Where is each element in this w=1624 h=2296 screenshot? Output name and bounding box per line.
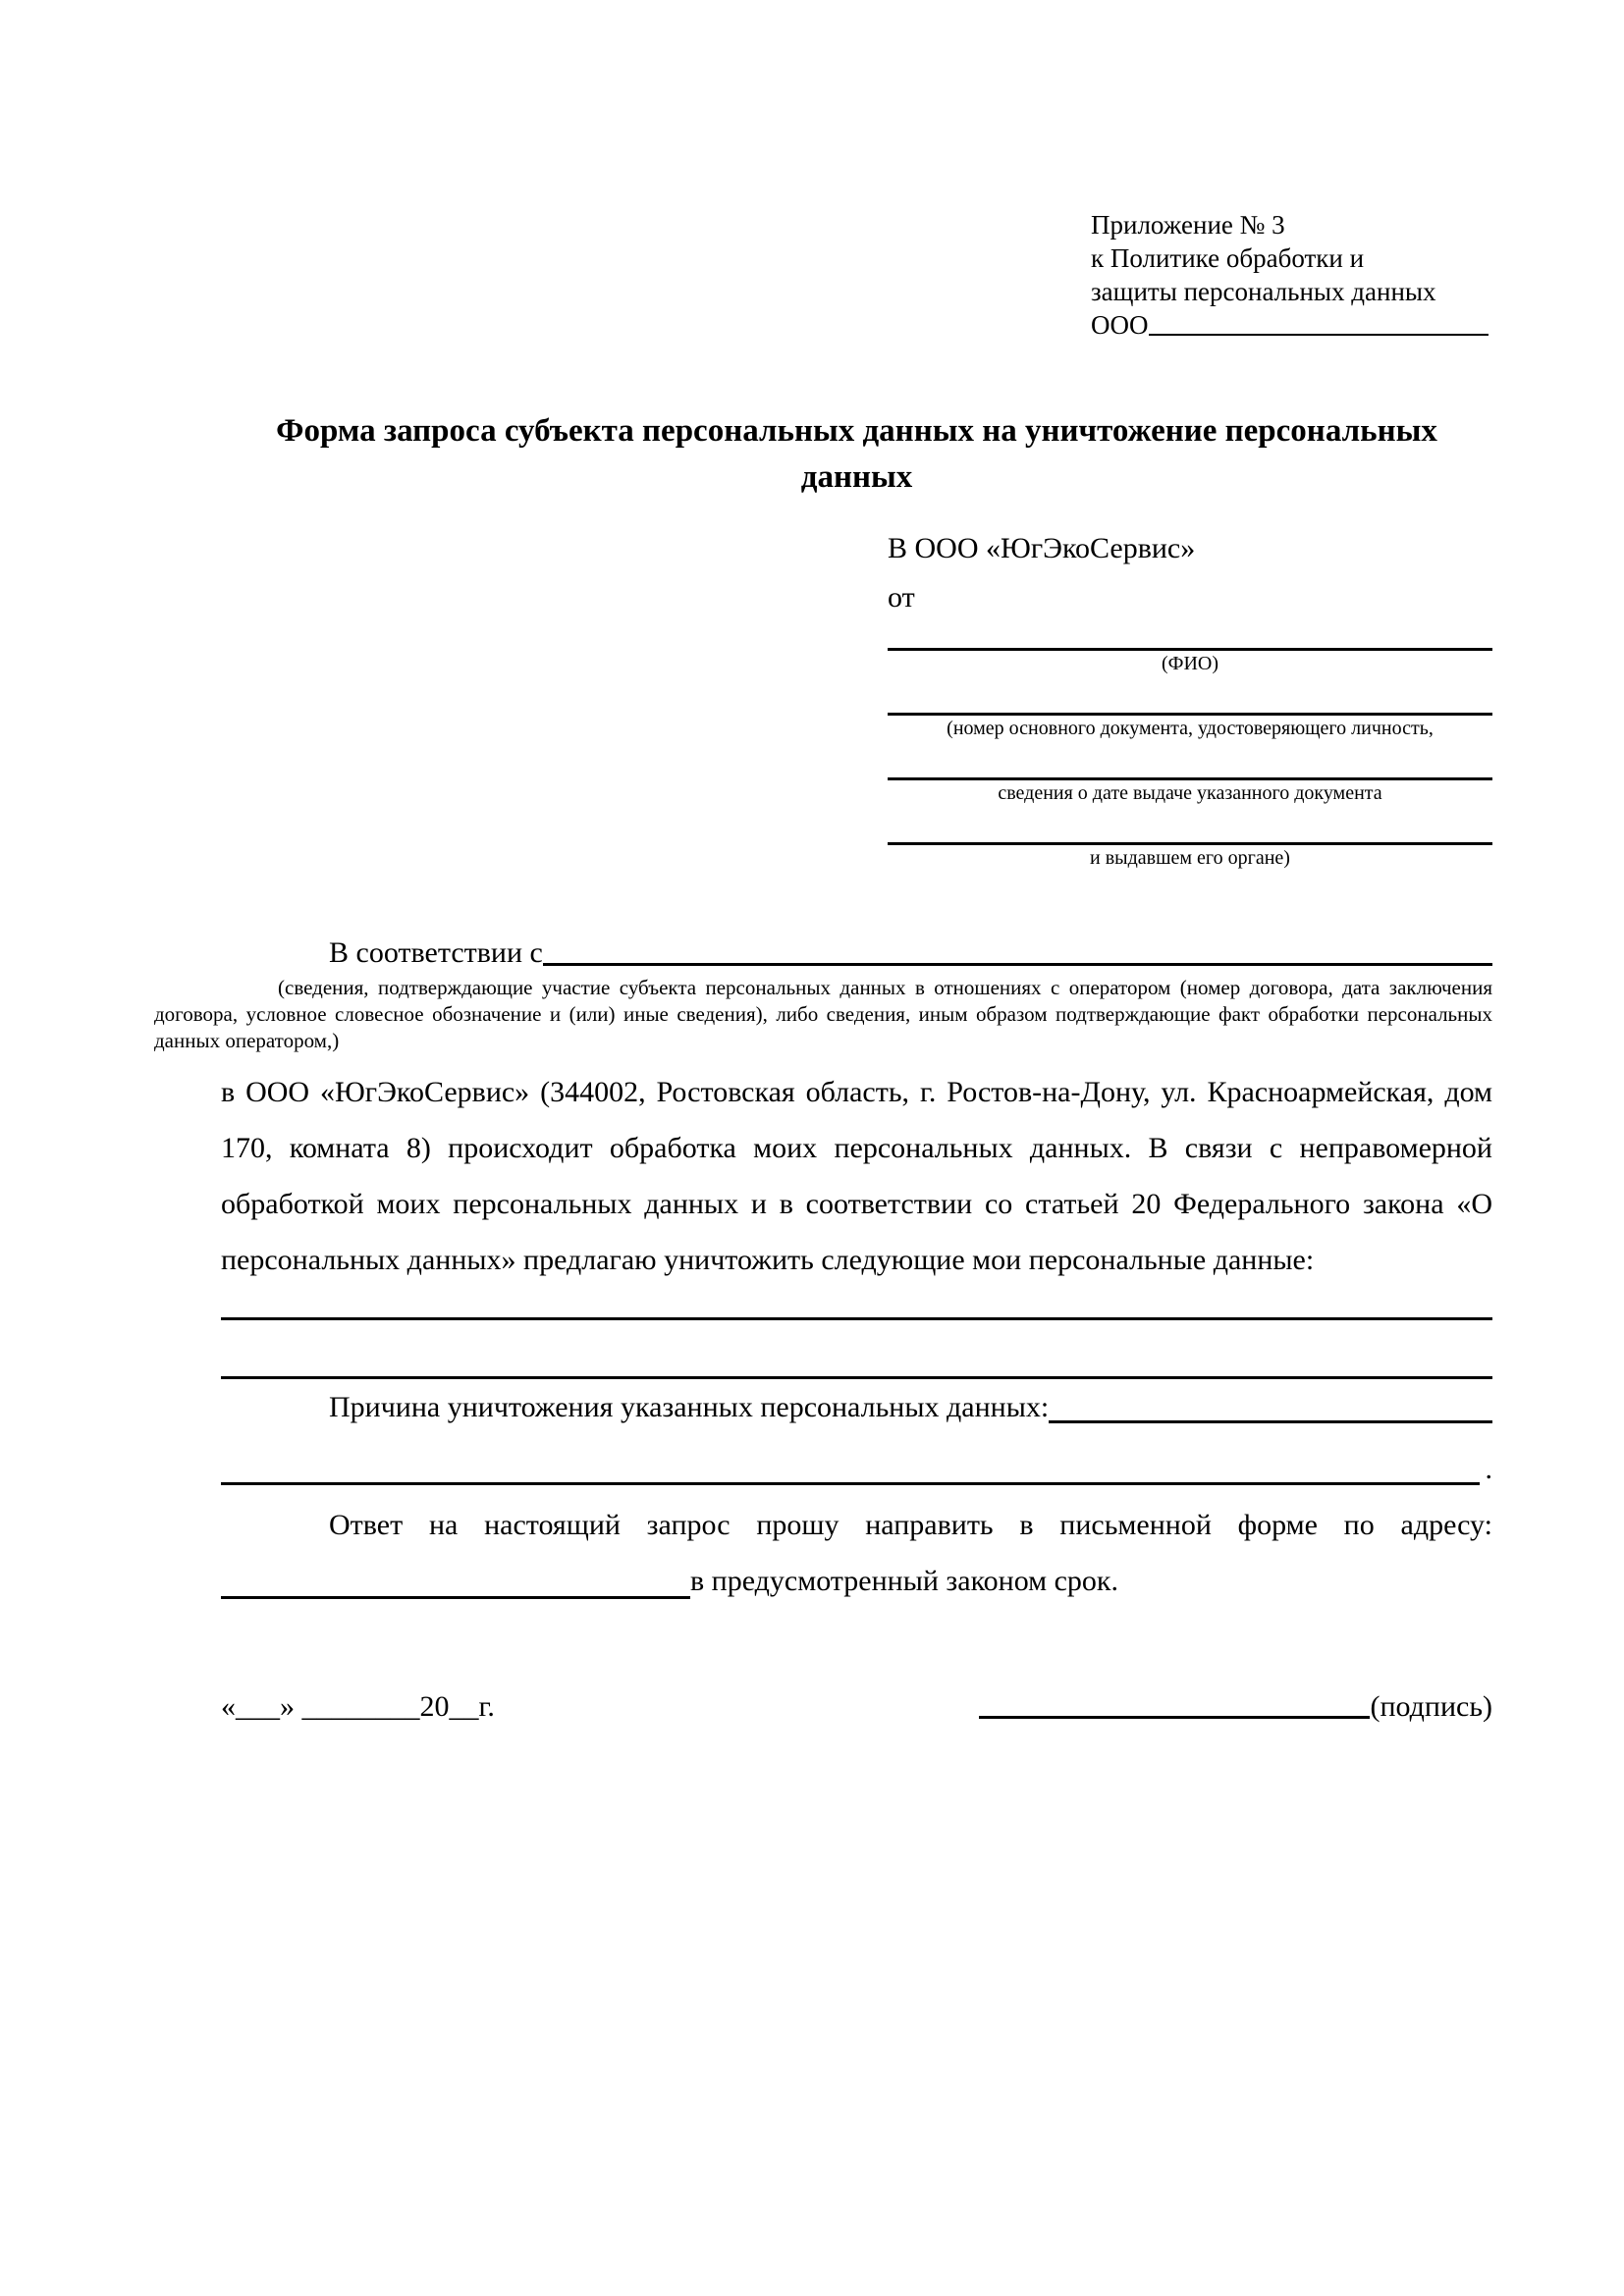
signature-caption: (подпись) (1370, 1690, 1492, 1723)
fine-print-note: (сведения, подтверждающие участие субъекта персональных данных в отношениях с оператором (номер договора, дата заключения договора, условное словесное обозначение и (или) иные сведения), либо сведения, иным образом подтверждающие факт обработки персональных данных оператором,) (154, 976, 1492, 1052)
company-prefix: ООО (1091, 310, 1149, 340)
signature-group (979, 1687, 1492, 1727)
appendix-header (1091, 208, 1489, 342)
addressee-block (888, 524, 1492, 871)
issuing-authority-caption: и выдавшем его органе) (1090, 847, 1290, 869)
addressee-from-label: от (888, 581, 915, 614)
issuing-authority-blank (888, 842, 1492, 871)
address-blank (221, 1596, 690, 1599)
accordance-blank (543, 963, 1492, 966)
main-paragraph: в ООО «ЮгЭкоСервис» (344002, Ростовская область, г. Ростов-на-Дону, ул. Красноармейская, дом 170, комната 8) происходит обработка моих персональных данных. В связи с неправомерной обработкой моих персональных данных и в соответствии со статьей 20 Федерального закона «О персональных данных» предлагаю уничтожить следующие мои персональные данные: (221, 1076, 1492, 1276)
answer-sentence: Ответ на настоящий запрос прошу направить в письменной форме по адресу: (329, 1509, 1492, 1541)
reason-line (221, 1379, 1492, 1435)
date-line: «___» ________20__г. (221, 1690, 495, 1723)
reason-continuation-line (221, 1441, 1492, 1497)
reason-label: Причина уничтожения указанных персональных данных: (329, 1391, 1050, 1423)
appendix-number: Приложение № 3 (1091, 210, 1285, 240)
document-number-blank (888, 713, 1492, 741)
accordance-label: В соответствии с (329, 936, 543, 969)
addressee-to: В ООО «ЮгЭкоСервис» (888, 532, 1196, 564)
document-date-caption: сведения о дате выдаче указанного документа (998, 782, 1382, 804)
appendix-policy-line2: защиты персональных данных (1091, 277, 1436, 306)
signature-blank (979, 1716, 1370, 1719)
company-name-line (1091, 308, 1489, 342)
answer-suffix: в предусмотренный законом срок. (690, 1565, 1118, 1597)
company-name-blank (1149, 334, 1489, 336)
document-date-blank (888, 777, 1492, 806)
reason-period: . (1485, 1453, 1492, 1485)
appendix-policy-line1: к Политике обработки и (1091, 243, 1365, 273)
reason-blank-2 (221, 1482, 1480, 1485)
form-title: Форма запроса субъекта персональных данных на уничтожение персональных данных (276, 413, 1437, 495)
document-number-caption: (номер основного документа, удостоверяющего личность, (947, 718, 1434, 739)
data-list-blank-1 (221, 1288, 1492, 1320)
fio-caption: (ФИО) (1161, 653, 1218, 674)
reason-blank-1 (1049, 1420, 1492, 1423)
answer-address-line (221, 1553, 1492, 1609)
footer-row (221, 1687, 1492, 1727)
fio-field-blank (888, 648, 1492, 676)
data-list-blank-2 (221, 1320, 1492, 1379)
accordance-line (221, 934, 1492, 973)
